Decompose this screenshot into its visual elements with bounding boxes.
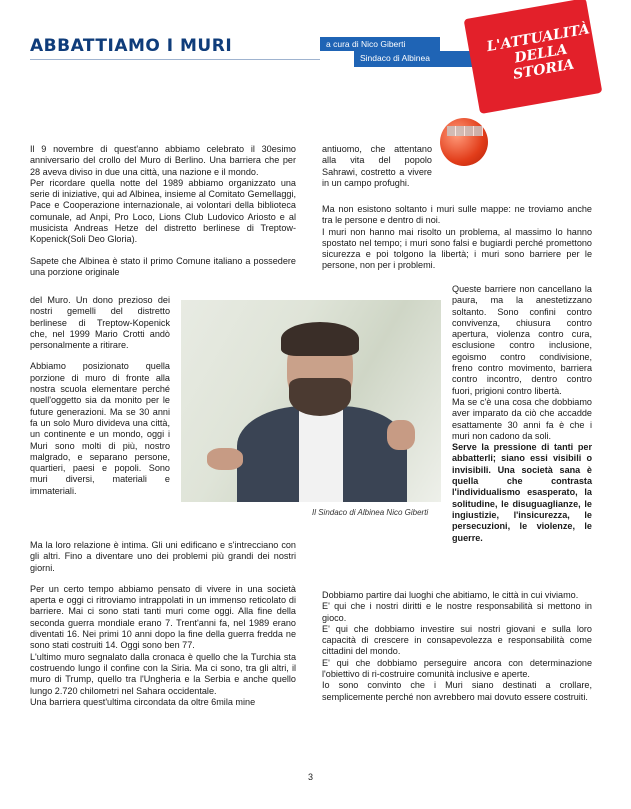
paragraph: Abbiamo posizionato quella porzione di muro di fronte alla nostra scuola elementare perché quell'oggetto sia da monito per le future generazioni. Ma se 30 anni fa un solo Muro divideva una città, un continente e un mondo, oggi i Muri sono molti di più, nostro malgrado, e separano persone, quartieri, paesi e popoli. Sono muri diversi, materiali e immateriali. <box>30 361 170 496</box>
paragraph: Dobbiamo partire dai luoghi che abitiamo, le città in cui viviamo. <box>322 590 579 600</box>
paragraph: Una barriera quest'ultima circondata da oltre 6mila mine <box>30 696 256 707</box>
paragraph-bold: Serve la pressione di tanti per abbatterli; siano essi visibili o invisibili. Una società sana è quella che contrasta l'individualismo esasperato, la solitudine, le disuguaglianze, le ingiustizie, l'insicurezza, le persecuzioni, le violenze, le guerre. <box>452 442 592 543</box>
left-column-wrap <box>30 295 170 497</box>
paragraph: L'ultimo muro segnalato dalla cronaca è quello che la Turchia sta costruendo lungo il confine con la Siria. Ma ci sono, tra gli altri, il muro di Trump, quello tra l'Ungheria e la Serbia e anche quello lungo 2.720 chilometri nel Sahara occidentale. <box>30 651 296 696</box>
right-column-top <box>322 144 432 189</box>
left-column-bottom <box>30 540 296 708</box>
photo-caption: Il Sindaco di Albinea Nico Giberti <box>312 508 429 517</box>
right-column-mid <box>322 204 592 272</box>
paragraph: Per un certo tempo abbiamo pensato di vivere in una società aperta e oggi ci ritroviamo intrappolati in un immenso reticolato di barriere. Mai ci sono stati tanti muri come oggi. Alla fine della seconda guerra mondiale erano 7. Trent'anni fa, nel 1989 erano diventati 16. Nei primi 10 anni dopo la fine della guerra fredda ne sono stati costruiti 14. Oggi sono ben 77. <box>30 583 296 651</box>
paragraph: I muri non hanno mai risolto un problema, al massimo lo hanno spostato nel tempo; i muri sono falsi e bugiardi perché promettono sicurezza e poi tolgono la libertà; i muri sono barriere per le persone, non per i problemi. <box>322 226 592 271</box>
paragraph: Ma se c'è una cosa che dobbiamo aver imparato da ciò che accadde esattamente 30 anni fa è che i muri non cadono da soli. <box>452 396 592 441</box>
page-number: 3 <box>308 772 314 782</box>
paragraph: antiuomo, che attentano alla vita del popolo Sahrawi, costretto a vivere in un campo profughi. <box>322 144 432 188</box>
right-column-bottom <box>322 590 592 703</box>
author-role: Sindaco di Albinea <box>354 51 484 65</box>
left-column-top <box>30 144 296 278</box>
section-badge-label: L'ATTUALITÀ DELLA STORIA <box>485 21 591 83</box>
credit-rule <box>354 65 472 67</box>
title-rule <box>30 59 320 60</box>
paragraph: Il 9 novembre di quest'anno abbiamo celebrato il 30esimo anniversario del crollo del Muro di Berlino. Una barriera che per 28 aveva diviso in due una città, una nazione e il mondo. <box>30 144 296 177</box>
paragraph: E' qui che dobbiamo investire sui nostri giovani e sulla loro capacità di crescere in consapevolezza e responsabilità come cittadini del mondo. <box>322 623 592 657</box>
paragraph: Io sono convinto che i Muri siano destinati a crollare, semplicemente perché non avrebbero mai dovuto essere costruiti. <box>322 680 592 702</box>
paragraph: E' qui che dobbiamo perseguire ancora con determinazione l'obiettivo di ri-costruire comunità inclusive e aperte. <box>322 657 592 680</box>
paragraph: Ma la loro relazione è intima. Gli uni edificano e s'intrecciano con gli altri. Fino a diventare uno dei problemi più grandi dei nostri giorni. <box>30 540 296 573</box>
brick-wall-icon <box>447 126 483 136</box>
paragraph: E' qui che i nostri diritti e le nostre responsabilità si mettono in gioco. <box>322 601 592 623</box>
paragraph: Per ricordare quella notte del 1989 abbiamo organizzato una serie di iniziative, qui ad Albinea, insieme al Comitato Gemellaggi, Pace e Cooperazione internazionale, ai volontari della biblioteca comunale, ad Anpi, Pro Loco, Lions Club Ludovico Ariosto e al musicista Andreas Hetze del distretto berlinese di Treptow-Kopenick(Soli Deo Gloria). <box>30 177 296 245</box>
article-title: ABBATTIAMO I MURI <box>30 36 233 56</box>
mayor-photo <box>181 300 441 502</box>
right-column-wrap <box>452 284 592 544</box>
paragraph: Queste barriere non cancellano la paura, ma la anestetizzano soltanto. Sono confini contro convivenza, chiusura contro apertura, violenza contro cura, esclusione contro inclusione, egoismo contro condivisione, freno contro movimento, barriera contro incontro, dentro contro fuori, prigioni contro libertà. <box>452 284 592 396</box>
paragraph: Ma non esistono soltanto i muri sulle mappe: ne troviamo anche tra le persone e dentro di noi. <box>322 204 592 226</box>
paragraph: Sapete che Albinea è stato il primo Comune italiano a possedere una porzione originale <box>30 255 296 277</box>
paragraph: del Muro. Un dono prezioso dei nostri gemelli del distretto berlinese di Treptow-Kopenick che, nel 1999 Mario Crotti andò personalmente a ritirare. <box>30 295 170 351</box>
author-credit: a cura di Nico Giberti <box>320 37 440 51</box>
